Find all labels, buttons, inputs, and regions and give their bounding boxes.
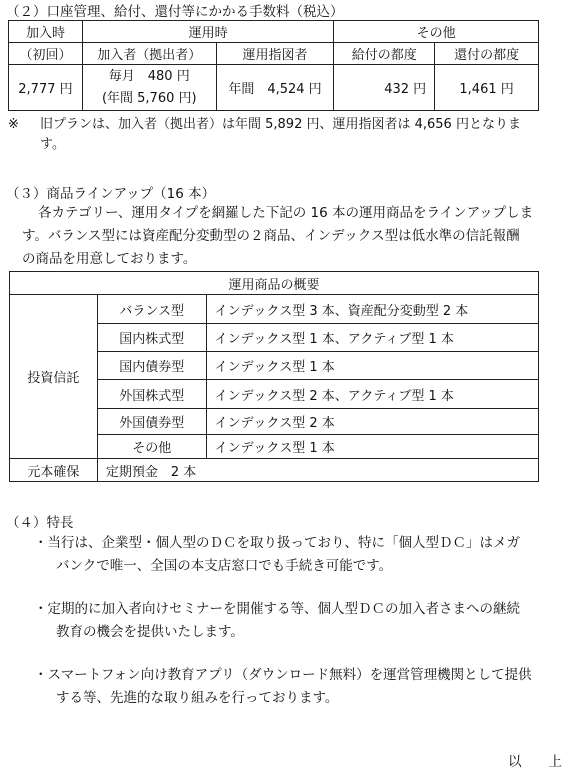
section2-heading: （２）口座管理、給付、還付等にかかる手数料（税込） [6,4,344,20]
product-category: その他 [97,435,206,459]
product-category: 外国株式型 [97,380,206,409]
fee-value-member-monthly: 毎月 480 円 [108,68,190,84]
fee-header-benefit: 給付の都度 [334,43,435,65]
section3-para-line-2: す。バランス型には資産配分変動型の２商品、インデックス型は低水準の信託報酬 [22,228,520,244]
feature-bullet-3-line-1: ・スマートフォン向け教育アプリ（ダウンロード無料）を運営管理機関として提供 [34,667,532,683]
feature-bullet-1-line-1: ・当行は、企業型・個人型のＤＣを取り扱っており、特に「個人型ＤＣ」はメガ [34,535,520,551]
note-mark: ※ [8,117,19,132]
product-detail: インデックス型 1 本、アクティブ型 1 本 [206,324,538,352]
product-table-title: 運用商品の概要 [10,272,539,295]
feature-bullet-3-line-2: する等、先進的な取り組みを行っております。 [56,690,339,706]
fee-header-join-sub: （初回） [9,43,83,65]
product-detail: インデックス型 2 本、アクティブ型 1 本 [206,380,538,409]
section3-heading: （３）商品ラインアップ（16 本） [6,186,216,202]
product-detail: インデックス型 1 本 [206,435,538,459]
fee-value-join: 2,777 円 [9,65,83,111]
fee-header-instructor: 運用指図者 [216,43,334,65]
fee-header-operation: 運用時 [82,21,333,43]
product-detail: インデックス型 2 本 [206,409,538,435]
feature-bullet-2-line-2: 教育の機会を提供いたします。 [56,624,244,640]
product-category: バランス型 [97,295,206,324]
note-line-2: す。 [40,137,65,152]
section3-para-line-3: の商品を用意しております。 [22,251,197,267]
product-group-principal: 元本確保 [10,459,98,482]
product-principal-detail: 定期預金 2 本 [97,459,538,482]
fee-header-join: 加入時 [9,21,83,43]
note-line-1: 旧プランは、加入者（拠出者）は年間 5,892 円、運用指図者は 4,656 円となりま [40,117,521,132]
fee-header-member: 加入者（拠出者） [82,43,216,65]
fee-table [8,20,539,111]
fee-value-instructor: 年間 4,524 円 [216,65,334,111]
fee-value-member-annual: (年間 5,760 円) [101,90,197,106]
product-detail: インデックス型 3 本、資産配分変動型 2 本 [206,295,538,324]
product-table [9,271,539,482]
section3-para-line-1: 各カテゴリー、運用タイプを網羅した下記の 16 本の運用商品をラインアップしま [38,205,534,221]
product-category: 国内株式型 [97,324,206,352]
product-detail: インデックス型 1 本 [206,352,538,380]
feature-bullet-2-line-1: ・定期的に加入者向けセミナーを開催する等、個人型ＤＣの加入者さまへの継続 [34,601,520,617]
closing-mark: 以 上 [508,754,562,770]
section4-heading: （４）特長 [6,515,74,531]
fee-header-other: その他 [334,21,539,43]
product-category: 外国債券型 [97,409,206,435]
fee-value-member [82,65,216,111]
product-category: 国内債券型 [97,352,206,380]
product-group-trust: 投資信託 [10,295,98,459]
fee-header-refund: 還付の都度 [435,43,539,65]
feature-bullet-1-line-2: バンクで唯一、全国の本支店窓口でも手続き可能です。 [56,558,393,574]
fee-value-refund: 1,461 円 [435,65,539,111]
fee-value-benefit: 432 円 [334,65,435,111]
